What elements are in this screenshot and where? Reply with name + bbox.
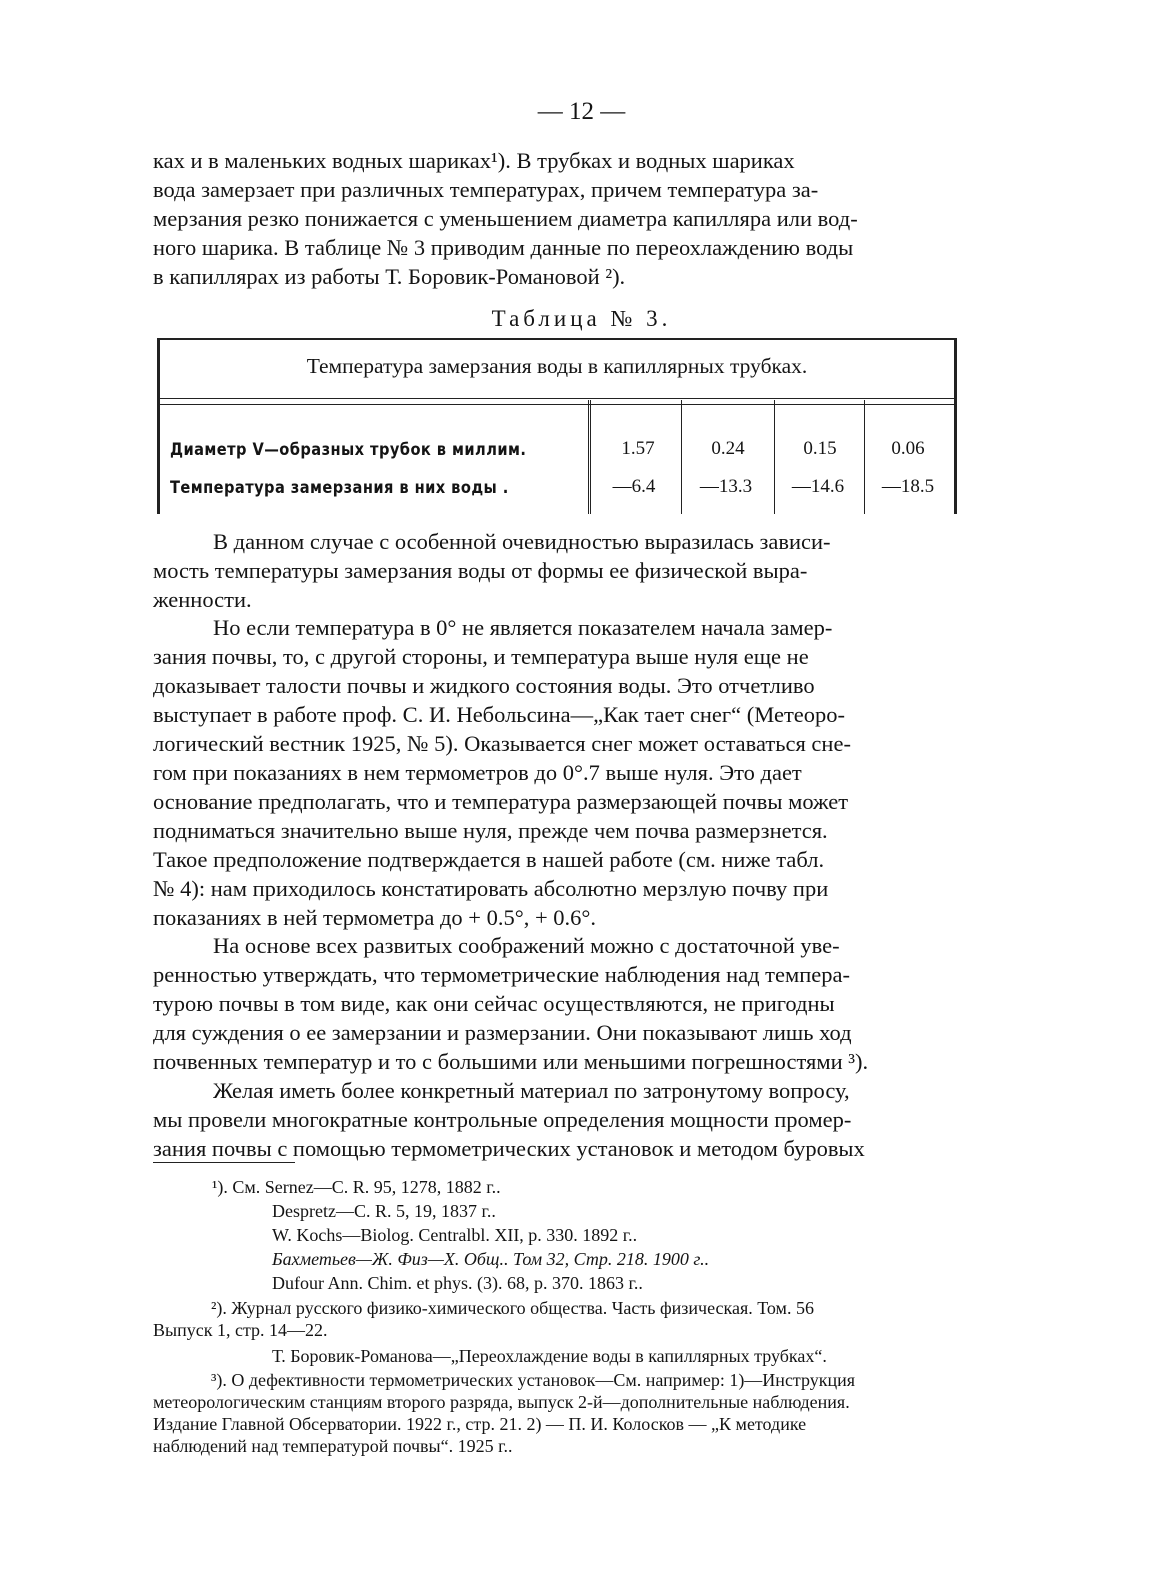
table-cell: —13.3 bbox=[699, 476, 753, 497]
paragraph-3 bbox=[153, 613, 958, 932]
table-rule bbox=[160, 398, 954, 399]
table-cell: —18.5 bbox=[881, 476, 935, 497]
table-divider bbox=[774, 400, 775, 514]
text-line: На основе всех развитых соображений можно с достаточной уве- bbox=[213, 933, 840, 958]
text-line: вода замерзает при различных температурах, причем температура за- bbox=[153, 177, 819, 202]
table-divider bbox=[588, 400, 591, 514]
text-line: № 4): нам приходилось констатировать абсолютно мерзлую почву при bbox=[153, 876, 829, 901]
table-rule bbox=[160, 404, 954, 405]
footnote-separator bbox=[153, 1162, 295, 1163]
text-line: зания почвы с помощью термометрических установок и методом буровых bbox=[153, 1136, 865, 1161]
text-line: для суждения о ее замерзании и размерзании. Они показывают лишь ход bbox=[153, 1020, 852, 1045]
footnote-1: ¹). См. Sernez—C. R. 95, 1278, 1882 г.. bbox=[212, 1177, 501, 1197]
text-line: ренностью утверждать, что термометрические наблюдения над темпера- bbox=[153, 962, 850, 987]
footnote-line: Выпуск 1, стр. 14—22. bbox=[153, 1320, 328, 1340]
table-cell: —6.4 bbox=[612, 476, 656, 497]
table-title: Температура замерзания воды в капиллярных трубках. bbox=[306, 354, 808, 378]
table-cell: 0.06 bbox=[891, 438, 925, 459]
footnote-line: наблюдений над температурой почвы“. 1925 г.. bbox=[153, 1436, 513, 1456]
paragraph-1 bbox=[153, 146, 958, 291]
data-table bbox=[157, 338, 957, 514]
paragraph-5 bbox=[153, 1076, 958, 1163]
text-line: доказывает талости почвы и жидкого состояния воды. Это отчетливо bbox=[153, 673, 815, 698]
text-line: почвенных температур и то с большими или меньшими погрешностями ³). bbox=[153, 1049, 869, 1074]
text-line: подниматься значительно выше нуля, прежде чем почва размерзнется. bbox=[153, 818, 828, 843]
row-label: Диаметр V—образных трубок в миллим. bbox=[170, 440, 527, 460]
footnote-line: ³). О дефективности термометрических установок—См. например: 1)—Инструкция bbox=[211, 1370, 856, 1390]
footnote-2 bbox=[153, 1297, 958, 1341]
footnote-1-ref: Бахметьев—Ж. Физ—Х. Общ.. Том 32, Стр. 218. 1900 г.. bbox=[272, 1249, 710, 1269]
table-cell: —14.6 bbox=[791, 476, 845, 497]
text-line: логический вестник 1925, № 5). Оказывается снег может оставаться сне- bbox=[153, 731, 851, 756]
text-line: Такое предположение подтверждается в нашей работе (см. ниже табл. bbox=[153, 847, 825, 872]
footnote-1-ref: W. Kochs—Biolog. Centralbl. XII, p. 330. 1892 г.. bbox=[272, 1225, 638, 1245]
text-line: турою почвы в том виде, как они сейчас осуществляются, не пригодны bbox=[153, 991, 835, 1016]
text-line: Но если температура в 0° не является показателем начала замер- bbox=[213, 615, 833, 640]
row-label: Температура замерзания в них воды . bbox=[170, 478, 509, 498]
page-number: — 12 — bbox=[537, 98, 626, 125]
footnote-3 bbox=[153, 1369, 958, 1457]
table-cell: 0.15 bbox=[803, 438, 837, 459]
paragraph-2 bbox=[153, 527, 958, 614]
text-line: ного шарика. В таблице № 3 приводим данные по переохлаждению воды bbox=[153, 235, 854, 260]
text-line: В данном случае с особенной очевидностью выразилась зависи- bbox=[213, 529, 831, 554]
text-line: мы провели многократные контрольные определения мощности промер- bbox=[153, 1107, 852, 1132]
footnote-1-ref: Despretz—C. R. 5, 19, 1837 г.. bbox=[272, 1201, 496, 1221]
text-line: ках и в маленьких водных шариках¹). В трубках и водных шариках bbox=[153, 148, 795, 173]
text-line: женности. bbox=[153, 587, 252, 612]
text-line: мость температуры замерзания воды от формы ее физической выра- bbox=[153, 558, 808, 583]
text-line: гом при показаниях в нем термометров до 0°.7 выше нуля. Это дает bbox=[153, 760, 802, 785]
footnote-line: Издание Главной Обсерватории. 1922 г., стр. 21. 2) — П. И. Колосков — „К методике bbox=[153, 1414, 807, 1434]
text-line: показаниях в ней термометра до + 0.5°, + 0.6°. bbox=[153, 905, 597, 930]
paragraph-4 bbox=[153, 931, 958, 1076]
text-line: основание предполагать, что и температура размерзающей почвы может bbox=[153, 789, 849, 814]
text-line: в капиллярах из работы Т. Боровик-Романовой ²). bbox=[153, 264, 626, 289]
table-cell: 0.24 bbox=[711, 438, 745, 459]
footnote-line: ²). Журнал русского физико-химического общества. Часть физическая. Том. 56 bbox=[211, 1298, 814, 1318]
table-cell: 1.57 bbox=[621, 438, 655, 459]
footnote-line: метеорологическим станциям второго разряда, выпуск 2-й—дополнительные наблюдения. bbox=[153, 1392, 850, 1412]
table-divider bbox=[864, 400, 865, 514]
text-line: выступает в работе проф. С. И. Небольсина—„Как тает снег“ (Метеоро- bbox=[153, 702, 846, 727]
text-line: мерзания резко понижается с уменьшением диаметра капилляра или вод- bbox=[153, 206, 858, 231]
table-divider bbox=[681, 400, 682, 514]
text-line: зания почвы, то, с другой стороны, и температура выше нуля еще не bbox=[153, 644, 809, 669]
text-line: Желая иметь более конкретный материал по затронутому вопросу, bbox=[213, 1078, 850, 1103]
footnote-1-ref: Dufour Ann. Chim. et phys. (3). 68, p. 370. 1863 г.. bbox=[272, 1273, 643, 1293]
table-caption: Таблица № 3. bbox=[491, 306, 672, 331]
footnote-2-ref: Т. Боровик-Романова—„Переохлаждение воды в капиллярных трубках“. bbox=[272, 1346, 827, 1366]
